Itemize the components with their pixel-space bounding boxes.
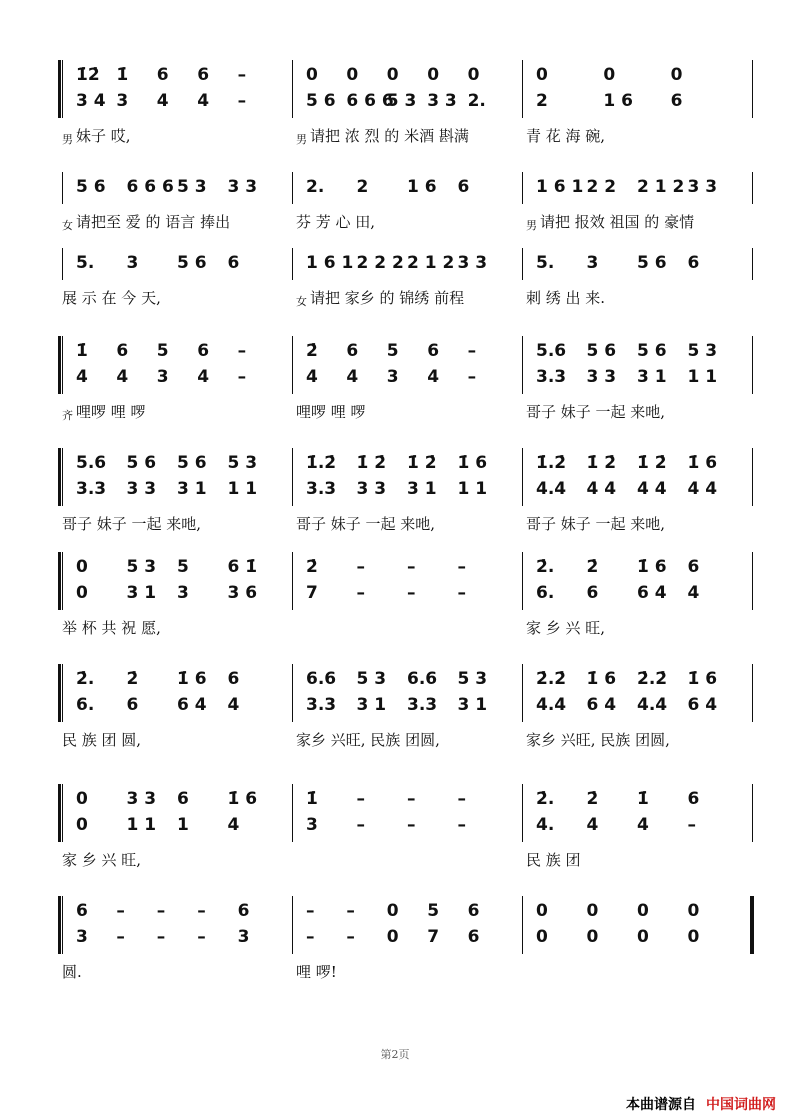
lyric-line bbox=[0, 512, 790, 536]
note-token: 6 4 bbox=[586, 695, 617, 715]
note-token: 6 6 6 bbox=[346, 91, 394, 111]
note-token: 2̇ bbox=[586, 557, 599, 577]
note-token: 3 bbox=[386, 367, 399, 387]
note-token: 1̇.2̇ bbox=[536, 453, 567, 473]
note-token: 6.6 bbox=[306, 669, 337, 689]
note-token: 6 bbox=[427, 341, 440, 361]
note-token: 3 4 bbox=[76, 91, 106, 111]
note-token: 4. bbox=[536, 815, 555, 835]
note-token: 6 bbox=[467, 901, 480, 921]
lyric-text: 家 乡 兴 旺, bbox=[62, 851, 142, 869]
note-token: 6 4 bbox=[637, 583, 667, 603]
note-token: – bbox=[237, 91, 247, 111]
note-token: 5 bbox=[427, 901, 440, 921]
note-token: 3.3 bbox=[306, 479, 337, 499]
note-token: 3 6 bbox=[227, 583, 258, 603]
note-token: 1̇ 2̇ bbox=[637, 453, 667, 473]
note-token: 6 bbox=[687, 557, 700, 577]
lyric-text: 民 族 团 bbox=[526, 851, 581, 869]
note-token: 4 bbox=[346, 367, 359, 387]
note-token: 5 bbox=[177, 557, 189, 577]
note-token: 5 6 bbox=[637, 341, 667, 361]
notation-row bbox=[0, 925, 790, 949]
note-token: 4 bbox=[197, 367, 210, 387]
note-token: 5 bbox=[156, 341, 169, 361]
note-token: 3 3 bbox=[356, 479, 387, 499]
note-token: – bbox=[407, 583, 416, 603]
note-token: 5 3 bbox=[687, 341, 718, 361]
note-token: 5 6 bbox=[637, 253, 667, 273]
note-token: – bbox=[306, 901, 315, 921]
note-token: 3 3 bbox=[687, 177, 718, 197]
voice-marker: 男 bbox=[296, 133, 307, 146]
note-token: 1 6 1 bbox=[536, 177, 584, 197]
note-token: 2 bbox=[536, 91, 548, 111]
note-token: 1̇ bbox=[306, 789, 318, 809]
note-token: – bbox=[306, 927, 315, 947]
note-token: 0 bbox=[386, 65, 399, 85]
lyric-line bbox=[0, 400, 790, 424]
note-token: 3 3 bbox=[126, 479, 157, 499]
note-token: 1̇ 6 bbox=[586, 669, 617, 689]
lyric-text: 哥子 妹子 一起 来吔, bbox=[296, 515, 436, 533]
lyric-line bbox=[0, 124, 790, 148]
note-token: 3 1 bbox=[177, 479, 207, 499]
note-token: 0 bbox=[687, 901, 700, 921]
note-token: 6 bbox=[227, 669, 240, 689]
note-token: – bbox=[237, 65, 247, 85]
lyric-text: 哩 啰! bbox=[296, 963, 337, 981]
note-token: 0 bbox=[306, 65, 318, 85]
note-token: 1 1 bbox=[687, 367, 718, 387]
note-token: 5 3 bbox=[386, 91, 417, 111]
note-token: – bbox=[467, 341, 477, 361]
notation-row bbox=[0, 365, 790, 389]
note-token: 2̇. bbox=[76, 669, 95, 689]
note-token: 6 6 6 bbox=[126, 177, 174, 197]
note-token: 1̇ 6 bbox=[227, 789, 258, 809]
note-token: 5 3 bbox=[126, 557, 157, 577]
note-token: 0 bbox=[76, 789, 88, 809]
note-token: 5 6 bbox=[586, 341, 617, 361]
note-token: 3 bbox=[177, 583, 189, 603]
note-token: 6 bbox=[687, 253, 700, 273]
note-token: – bbox=[116, 927, 125, 947]
lyric-line bbox=[0, 286, 790, 310]
note-token: 4 bbox=[687, 583, 700, 603]
note-token: – bbox=[356, 557, 365, 577]
note-token: 1̇ 6 bbox=[637, 557, 667, 577]
note-token: 4 bbox=[76, 367, 88, 387]
note-token: 0 bbox=[427, 65, 440, 85]
notation-row bbox=[0, 693, 790, 717]
note-token: 4 bbox=[306, 367, 318, 387]
note-token: 6 1̇ bbox=[227, 557, 258, 577]
note-token: – bbox=[356, 789, 365, 809]
note-token: 4 4 bbox=[637, 479, 667, 499]
note-token: 6 bbox=[156, 65, 169, 85]
note-token: 3 bbox=[126, 253, 139, 273]
note-token: 3 bbox=[116, 91, 129, 111]
note-token: – bbox=[156, 901, 166, 921]
note-token: 6 bbox=[227, 253, 240, 273]
note-token: 1 1 bbox=[126, 815, 157, 835]
note-token: 4 4 bbox=[687, 479, 718, 499]
note-token: 4 bbox=[227, 695, 240, 715]
lyric-text: 刺 绣 出 来. bbox=[526, 289, 606, 307]
voice-marker: 男 bbox=[526, 219, 537, 232]
note-token: – bbox=[457, 583, 466, 603]
note-token: 1 6 1 bbox=[306, 253, 354, 273]
note-token: 0 bbox=[670, 65, 683, 85]
note-token: 3 3 bbox=[457, 253, 488, 273]
note-token: 5 bbox=[386, 341, 399, 361]
lyric-text: 请把 报效 祖国 的 豪情 bbox=[540, 213, 695, 231]
note-token: 0 bbox=[467, 65, 480, 85]
note-token: 1̇.2̇ bbox=[306, 453, 337, 473]
note-token: 6 bbox=[687, 789, 700, 809]
note-token: 3.3 bbox=[306, 695, 337, 715]
note-token: 3.3 bbox=[536, 367, 567, 387]
note-token: 2 2 bbox=[586, 177, 617, 197]
note-token: 1̇ 6 bbox=[687, 453, 718, 473]
note-token: 1̇ bbox=[637, 789, 649, 809]
notation-row bbox=[0, 339, 790, 363]
note-token: – bbox=[407, 557, 416, 577]
notation-row bbox=[0, 899, 790, 923]
note-token: 5.6 bbox=[76, 453, 107, 473]
note-token: 0 bbox=[637, 927, 649, 947]
notation-row bbox=[0, 251, 790, 275]
note-token: 2̇ bbox=[586, 789, 599, 809]
lyric-line bbox=[0, 960, 790, 984]
lyric-text: 家乡 兴旺, 民族 团圆, bbox=[296, 731, 440, 749]
note-token: – bbox=[457, 789, 466, 809]
lyric-text: 家 乡 兴 旺, bbox=[526, 619, 606, 637]
note-token: 0 bbox=[603, 65, 616, 85]
note-token: 7 bbox=[306, 583, 318, 603]
note-token: 2 1 2 bbox=[637, 177, 685, 197]
note-token: 5. bbox=[536, 253, 555, 273]
lyric-text: 请把 家乡 的 锦绣 前程 bbox=[310, 289, 465, 307]
note-token: 4 bbox=[197, 91, 210, 111]
notation-row bbox=[0, 89, 790, 113]
note-token: 5.6 bbox=[536, 341, 567, 361]
note-token: 3 1 bbox=[356, 695, 387, 715]
note-token: 6 bbox=[467, 927, 480, 947]
note-token: 2̇. bbox=[536, 557, 555, 577]
lyric-text: 请把至 爱 的 语言 捧出 bbox=[76, 213, 231, 231]
note-token: – bbox=[467, 367, 477, 387]
notation-row bbox=[0, 787, 790, 811]
note-token: 1̇ 6 bbox=[177, 669, 207, 689]
note-token: 2̇ bbox=[306, 341, 318, 361]
note-token: 4 4 bbox=[586, 479, 617, 499]
note-token: 1 6 bbox=[603, 91, 633, 111]
note-token: 2̇.2̇ bbox=[536, 669, 567, 689]
lyric-text: 哥子 妹子 一起 来吔, bbox=[526, 403, 666, 421]
note-token: – bbox=[156, 927, 166, 947]
note-token: 6 bbox=[197, 65, 210, 85]
note-token: 5 3 bbox=[457, 669, 488, 689]
note-token: – bbox=[356, 815, 365, 835]
note-token: 1 1 bbox=[457, 479, 488, 499]
lyric-text: 哩啰 哩 啰 bbox=[76, 403, 146, 421]
notation-row bbox=[0, 581, 790, 605]
note-token: 7 bbox=[427, 927, 440, 947]
note-token: 1̇2̇ bbox=[76, 65, 100, 85]
lyric-text: 圆. bbox=[62, 963, 82, 981]
note-token: – bbox=[407, 789, 416, 809]
note-token: – bbox=[197, 927, 206, 947]
note-token: 1 bbox=[177, 815, 189, 835]
note-token: 3 bbox=[237, 927, 250, 947]
source-site[interactable]: 中国词曲网 bbox=[706, 1097, 776, 1113]
voice-marker: 女 bbox=[62, 219, 73, 232]
note-token: 6.6 bbox=[407, 669, 438, 689]
lyric-text: 家乡 兴旺, 民族 团圆, bbox=[526, 731, 670, 749]
note-token: 2̇ bbox=[306, 557, 318, 577]
note-token: 6. bbox=[536, 583, 555, 603]
note-token: 5 3 bbox=[356, 669, 387, 689]
note-token: 3 1 bbox=[407, 479, 437, 499]
note-token: 6 bbox=[197, 341, 210, 361]
note-token: 2 bbox=[356, 177, 369, 197]
note-token: – bbox=[346, 927, 355, 947]
note-token: – bbox=[407, 815, 416, 835]
note-token: 2̇.2̇ bbox=[637, 669, 668, 689]
source-label: 本曲谱源自 bbox=[626, 1097, 696, 1113]
note-token: 4 bbox=[427, 367, 440, 387]
note-token: 3 3 bbox=[126, 789, 157, 809]
note-token: 4 bbox=[637, 815, 649, 835]
note-token: – bbox=[197, 901, 206, 921]
note-token: 3 3 bbox=[227, 177, 258, 197]
note-token: 1̇ 2̇ bbox=[356, 453, 387, 473]
note-token: 6. bbox=[76, 695, 95, 715]
note-token: 0 bbox=[586, 927, 599, 947]
note-token: 0 bbox=[76, 815, 88, 835]
note-token: – bbox=[356, 583, 365, 603]
note-token: 2̇. bbox=[536, 789, 555, 809]
note-token: 6 bbox=[237, 901, 250, 921]
note-token: 0 bbox=[637, 901, 649, 921]
note-token: 1̇ 6 bbox=[687, 669, 718, 689]
lyric-text: 展 示 在 今 天, bbox=[62, 289, 161, 307]
note-token: 0 bbox=[536, 65, 548, 85]
note-token: 3.3 bbox=[407, 695, 438, 715]
note-token: 0 bbox=[76, 557, 88, 577]
note-token: 1̇ bbox=[76, 341, 88, 361]
lyric-text: 妹子 哎, bbox=[76, 127, 131, 145]
note-token: 6 4 bbox=[177, 695, 207, 715]
note-token: 4 bbox=[227, 815, 240, 835]
note-token: – bbox=[687, 815, 696, 835]
notation-row bbox=[0, 555, 790, 579]
note-token: 3 1 bbox=[126, 583, 157, 603]
note-token: 0 bbox=[76, 583, 88, 603]
note-token: 3 bbox=[306, 815, 318, 835]
note-token: – bbox=[457, 557, 466, 577]
note-token: 3 3 bbox=[586, 367, 617, 387]
note-token: – bbox=[237, 341, 247, 361]
lyric-line bbox=[0, 210, 790, 234]
note-token: 2. bbox=[467, 91, 486, 111]
note-token: – bbox=[237, 367, 247, 387]
note-token: – bbox=[346, 901, 355, 921]
lyric-text: 举 杯 共 祝 愿, bbox=[62, 619, 161, 637]
notation-row bbox=[0, 667, 790, 691]
note-token: 0 bbox=[346, 65, 359, 85]
note-token: 2 2 2 bbox=[356, 253, 404, 273]
lyric-text: 民 族 团 圆, bbox=[62, 731, 142, 749]
note-token: 6 bbox=[116, 341, 129, 361]
lyric-text: 哥子 妹子 一起 来吔, bbox=[526, 515, 666, 533]
note-token: 2 1 2 bbox=[407, 253, 455, 273]
lyric-text: 请把 浓 烈 的 米酒 斟满 bbox=[310, 127, 469, 145]
lyric-text: 哩啰 哩 啰 bbox=[296, 403, 366, 421]
notation-row bbox=[0, 451, 790, 475]
note-token: – bbox=[116, 901, 125, 921]
lyric-text: 青 花 海 碗, bbox=[526, 127, 606, 145]
voice-marker: 女 bbox=[296, 295, 307, 308]
note-token: 6 4 bbox=[687, 695, 718, 715]
note-token: 0 bbox=[536, 927, 548, 947]
note-token: 1̇ 6 bbox=[457, 453, 488, 473]
lyric-line bbox=[0, 616, 790, 640]
note-token: 1̇ 2̇ bbox=[586, 453, 617, 473]
note-token: 4.4 bbox=[637, 695, 668, 715]
note-token: 0 bbox=[386, 927, 399, 947]
note-token: 3 bbox=[76, 927, 88, 947]
note-token: 4.4 bbox=[536, 479, 567, 499]
source-credit bbox=[626, 1094, 776, 1114]
notation-row bbox=[0, 477, 790, 501]
note-token: 3 1 bbox=[457, 695, 488, 715]
lyric-text: 哥子 妹子 一起 来吔, bbox=[62, 515, 202, 533]
note-token: 5 6 bbox=[126, 453, 157, 473]
note-token: 6 bbox=[126, 695, 139, 715]
note-token: 4 bbox=[116, 367, 129, 387]
note-token: 6 bbox=[586, 583, 599, 603]
note-token: 6 bbox=[670, 91, 683, 111]
note-token: 6 bbox=[457, 177, 470, 197]
note-token: 3 bbox=[156, 367, 169, 387]
note-token: 5. bbox=[76, 253, 95, 273]
note-token: 2. bbox=[306, 177, 325, 197]
note-token: 0 bbox=[386, 901, 399, 921]
lyric-line bbox=[0, 848, 790, 872]
note-token: 1 6 bbox=[407, 177, 437, 197]
notation-row bbox=[0, 175, 790, 199]
note-token: 1̇ bbox=[116, 65, 129, 85]
voice-marker: 齐 bbox=[62, 409, 73, 422]
note-token: 0 bbox=[687, 927, 700, 947]
note-token: 1 1 bbox=[227, 479, 258, 499]
page-number: 第2页 bbox=[380, 1048, 410, 1061]
note-token: 5 6 bbox=[177, 253, 207, 273]
note-token: 5 6 bbox=[177, 453, 207, 473]
note-token: – bbox=[457, 815, 466, 835]
note-token: 3.3 bbox=[76, 479, 107, 499]
note-token: 5 3 bbox=[177, 177, 207, 197]
note-token: 4.4 bbox=[536, 695, 567, 715]
note-token: 4 bbox=[156, 91, 169, 111]
note-token: 0 bbox=[586, 901, 599, 921]
note-token: 2̇ bbox=[126, 669, 139, 689]
note-token: 6 bbox=[346, 341, 359, 361]
notation-row bbox=[0, 63, 790, 87]
note-token: 0 bbox=[536, 901, 548, 921]
lyric-line bbox=[0, 728, 790, 752]
voice-marker: 男 bbox=[62, 133, 73, 146]
note-token: 6 bbox=[76, 901, 88, 921]
note-token: 6 bbox=[177, 789, 189, 809]
lyric-text: 芬 芳 心 田, bbox=[296, 213, 376, 231]
notation-row bbox=[0, 813, 790, 837]
note-token: 1̇ 2̇ bbox=[407, 453, 437, 473]
note-token: 4 bbox=[586, 815, 599, 835]
note-token: 5 6 bbox=[76, 177, 106, 197]
note-token: 3 1 bbox=[637, 367, 667, 387]
note-token: 3 3 bbox=[427, 91, 457, 111]
note-token: 3 bbox=[586, 253, 599, 273]
note-token: 5 3 bbox=[227, 453, 258, 473]
note-token: 5 6 bbox=[306, 91, 336, 111]
